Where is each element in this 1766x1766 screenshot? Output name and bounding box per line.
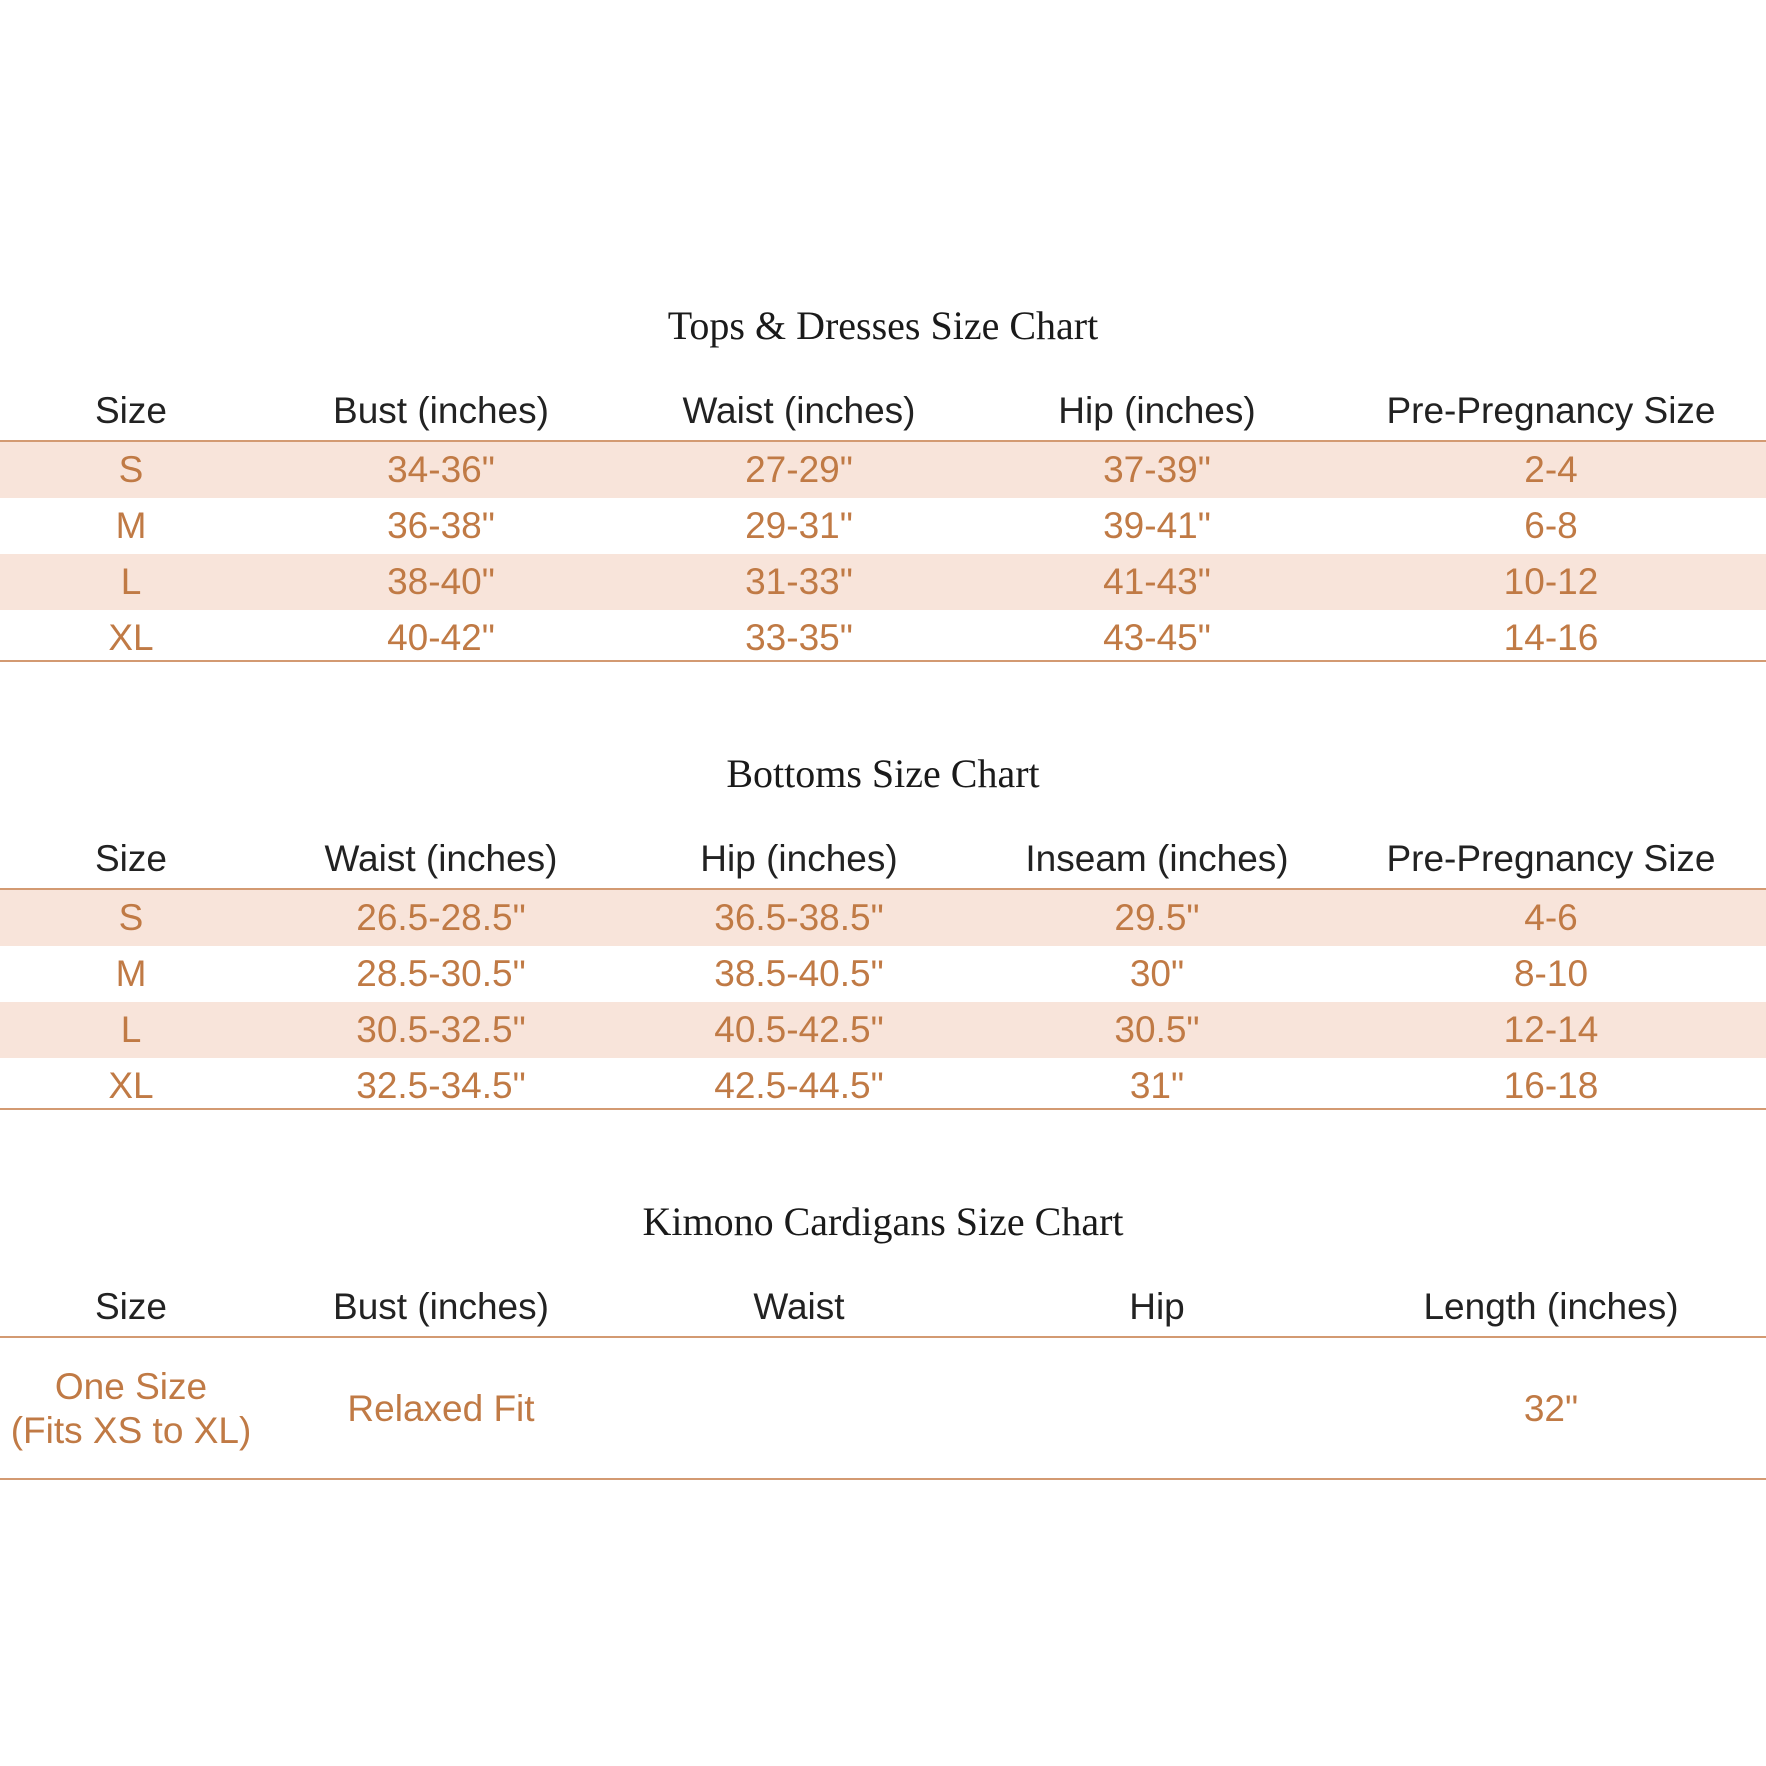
size-cell: M — [115, 953, 147, 994]
table-row — [0, 554, 1766, 610]
kimono-header-row — [0, 1276, 1766, 1338]
hip-cell: 38.5-40.5" — [714, 953, 884, 994]
inseam-cell: 30" — [1129, 953, 1185, 994]
pre-pregnancy-cell: 6-8 — [1524, 505, 1578, 546]
tops-header-bust: Bust (inches) — [333, 390, 549, 431]
table-row — [0, 498, 1766, 554]
table-row — [0, 1002, 1766, 1058]
pre-pregnancy-cell: 8-10 — [1513, 953, 1589, 994]
bottoms-header-inseam: Inseam (inches) — [1025, 838, 1289, 879]
size-cell: XL — [108, 617, 154, 658]
bottoms-header-size: Size — [95, 838, 167, 879]
kimono-header-waist: Waist — [753, 1286, 845, 1327]
size-cell: XL — [108, 1065, 154, 1106]
waist-cell: 29-31" — [745, 505, 853, 546]
kimono-header-size: Size — [95, 1286, 167, 1327]
hip-cell: 43-45" — [1103, 617, 1211, 658]
hip-cell: 42.5-44.5" — [714, 1065, 884, 1106]
pre-pregnancy-cell: 4-6 — [1524, 897, 1578, 938]
inseam-cell: 30.5" — [1114, 1009, 1200, 1050]
kimono-chart-title: Kimono Cardigans Size Chart — [642, 1199, 1124, 1244]
bottoms-chart-title: Bottoms Size Chart — [726, 751, 1040, 796]
table-row — [0, 1340, 1766, 1478]
bust-cell: 34-36" — [387, 449, 495, 490]
size-cell: M — [115, 505, 147, 546]
kimono-bottom-divider — [0, 1478, 1766, 1480]
inseam-cell: 29.5" — [1114, 897, 1200, 938]
tops-bottom-divider — [0, 660, 1766, 662]
size-cell: L — [120, 561, 142, 602]
hip-cell: 39-41" — [1103, 505, 1211, 546]
table-row — [0, 946, 1766, 1002]
size-line-2: (Fits XS to XL) — [10, 1410, 252, 1451]
tops-chart-title: Tops & Dresses Size Chart — [667, 303, 1099, 348]
bottoms-bottom-divider — [0, 1108, 1766, 1110]
bottoms-header-hip: Hip (inches) — [700, 838, 898, 879]
bottoms-header-row — [0, 828, 1766, 890]
waist-cell: 33-35" — [745, 617, 853, 658]
waist-cell: 26.5-28.5" — [356, 897, 526, 938]
pre-pregnancy-cell: 14-16 — [1503, 617, 1599, 658]
bust-cell: 36-38" — [387, 505, 495, 546]
size-cell: S — [118, 897, 144, 938]
hip-cell: 36.5-38.5" — [714, 897, 884, 938]
waist-cell — [620, 1340, 978, 1478]
waist-cell: 28.5-30.5" — [356, 953, 526, 994]
kimono-header-hip: Hip — [1129, 1286, 1185, 1327]
waist-cell: 31-33" — [745, 561, 853, 602]
size-cell — [0, 1340, 262, 1478]
bust-cell: 38-40" — [387, 561, 495, 602]
bust-cell: Relaxed Fit — [347, 1388, 535, 1429]
size-cell: S — [118, 449, 144, 490]
bottoms-header-waist: Waist (inches) — [324, 838, 558, 879]
hip-cell: 37-39" — [1103, 449, 1211, 490]
table-row — [0, 442, 1766, 498]
tops-header-row — [0, 380, 1766, 442]
table-row — [0, 1058, 1766, 1114]
length-cell: 32" — [1523, 1388, 1579, 1429]
hip-cell: 40.5-42.5" — [714, 1009, 884, 1050]
bust-cell: 40-42" — [387, 617, 495, 658]
pre-pregnancy-cell: 12-14 — [1503, 1009, 1599, 1050]
hip-cell — [978, 1340, 1336, 1478]
pre-pregnancy-cell: 16-18 — [1503, 1065, 1599, 1106]
inseam-cell: 31" — [1129, 1065, 1185, 1106]
tops-header-waist: Waist (inches) — [682, 390, 916, 431]
tops-header-pre-pregnancy: Pre-Pregnancy Size — [1386, 390, 1716, 431]
pre-pregnancy-cell: 2-4 — [1524, 449, 1578, 490]
waist-cell: 32.5-34.5" — [356, 1065, 526, 1106]
table-row — [0, 890, 1766, 946]
tops-header-hip: Hip (inches) — [1058, 390, 1256, 431]
kimono-header-length: Length (inches) — [1423, 1286, 1679, 1327]
table-row — [0, 610, 1766, 666]
waist-cell: 27-29" — [745, 449, 853, 490]
size-cell: L — [120, 1009, 142, 1050]
hip-cell: 41-43" — [1103, 561, 1211, 602]
waist-cell: 30.5-32.5" — [356, 1009, 526, 1050]
bottoms-header-pre-pregnancy: Pre-Pregnancy Size — [1386, 838, 1716, 879]
kimono-header-bust: Bust (inches) — [333, 1286, 549, 1327]
tops-header-size: Size — [95, 390, 167, 431]
pre-pregnancy-cell: 10-12 — [1503, 561, 1599, 602]
size-line-1: One Size — [54, 1365, 208, 1407]
